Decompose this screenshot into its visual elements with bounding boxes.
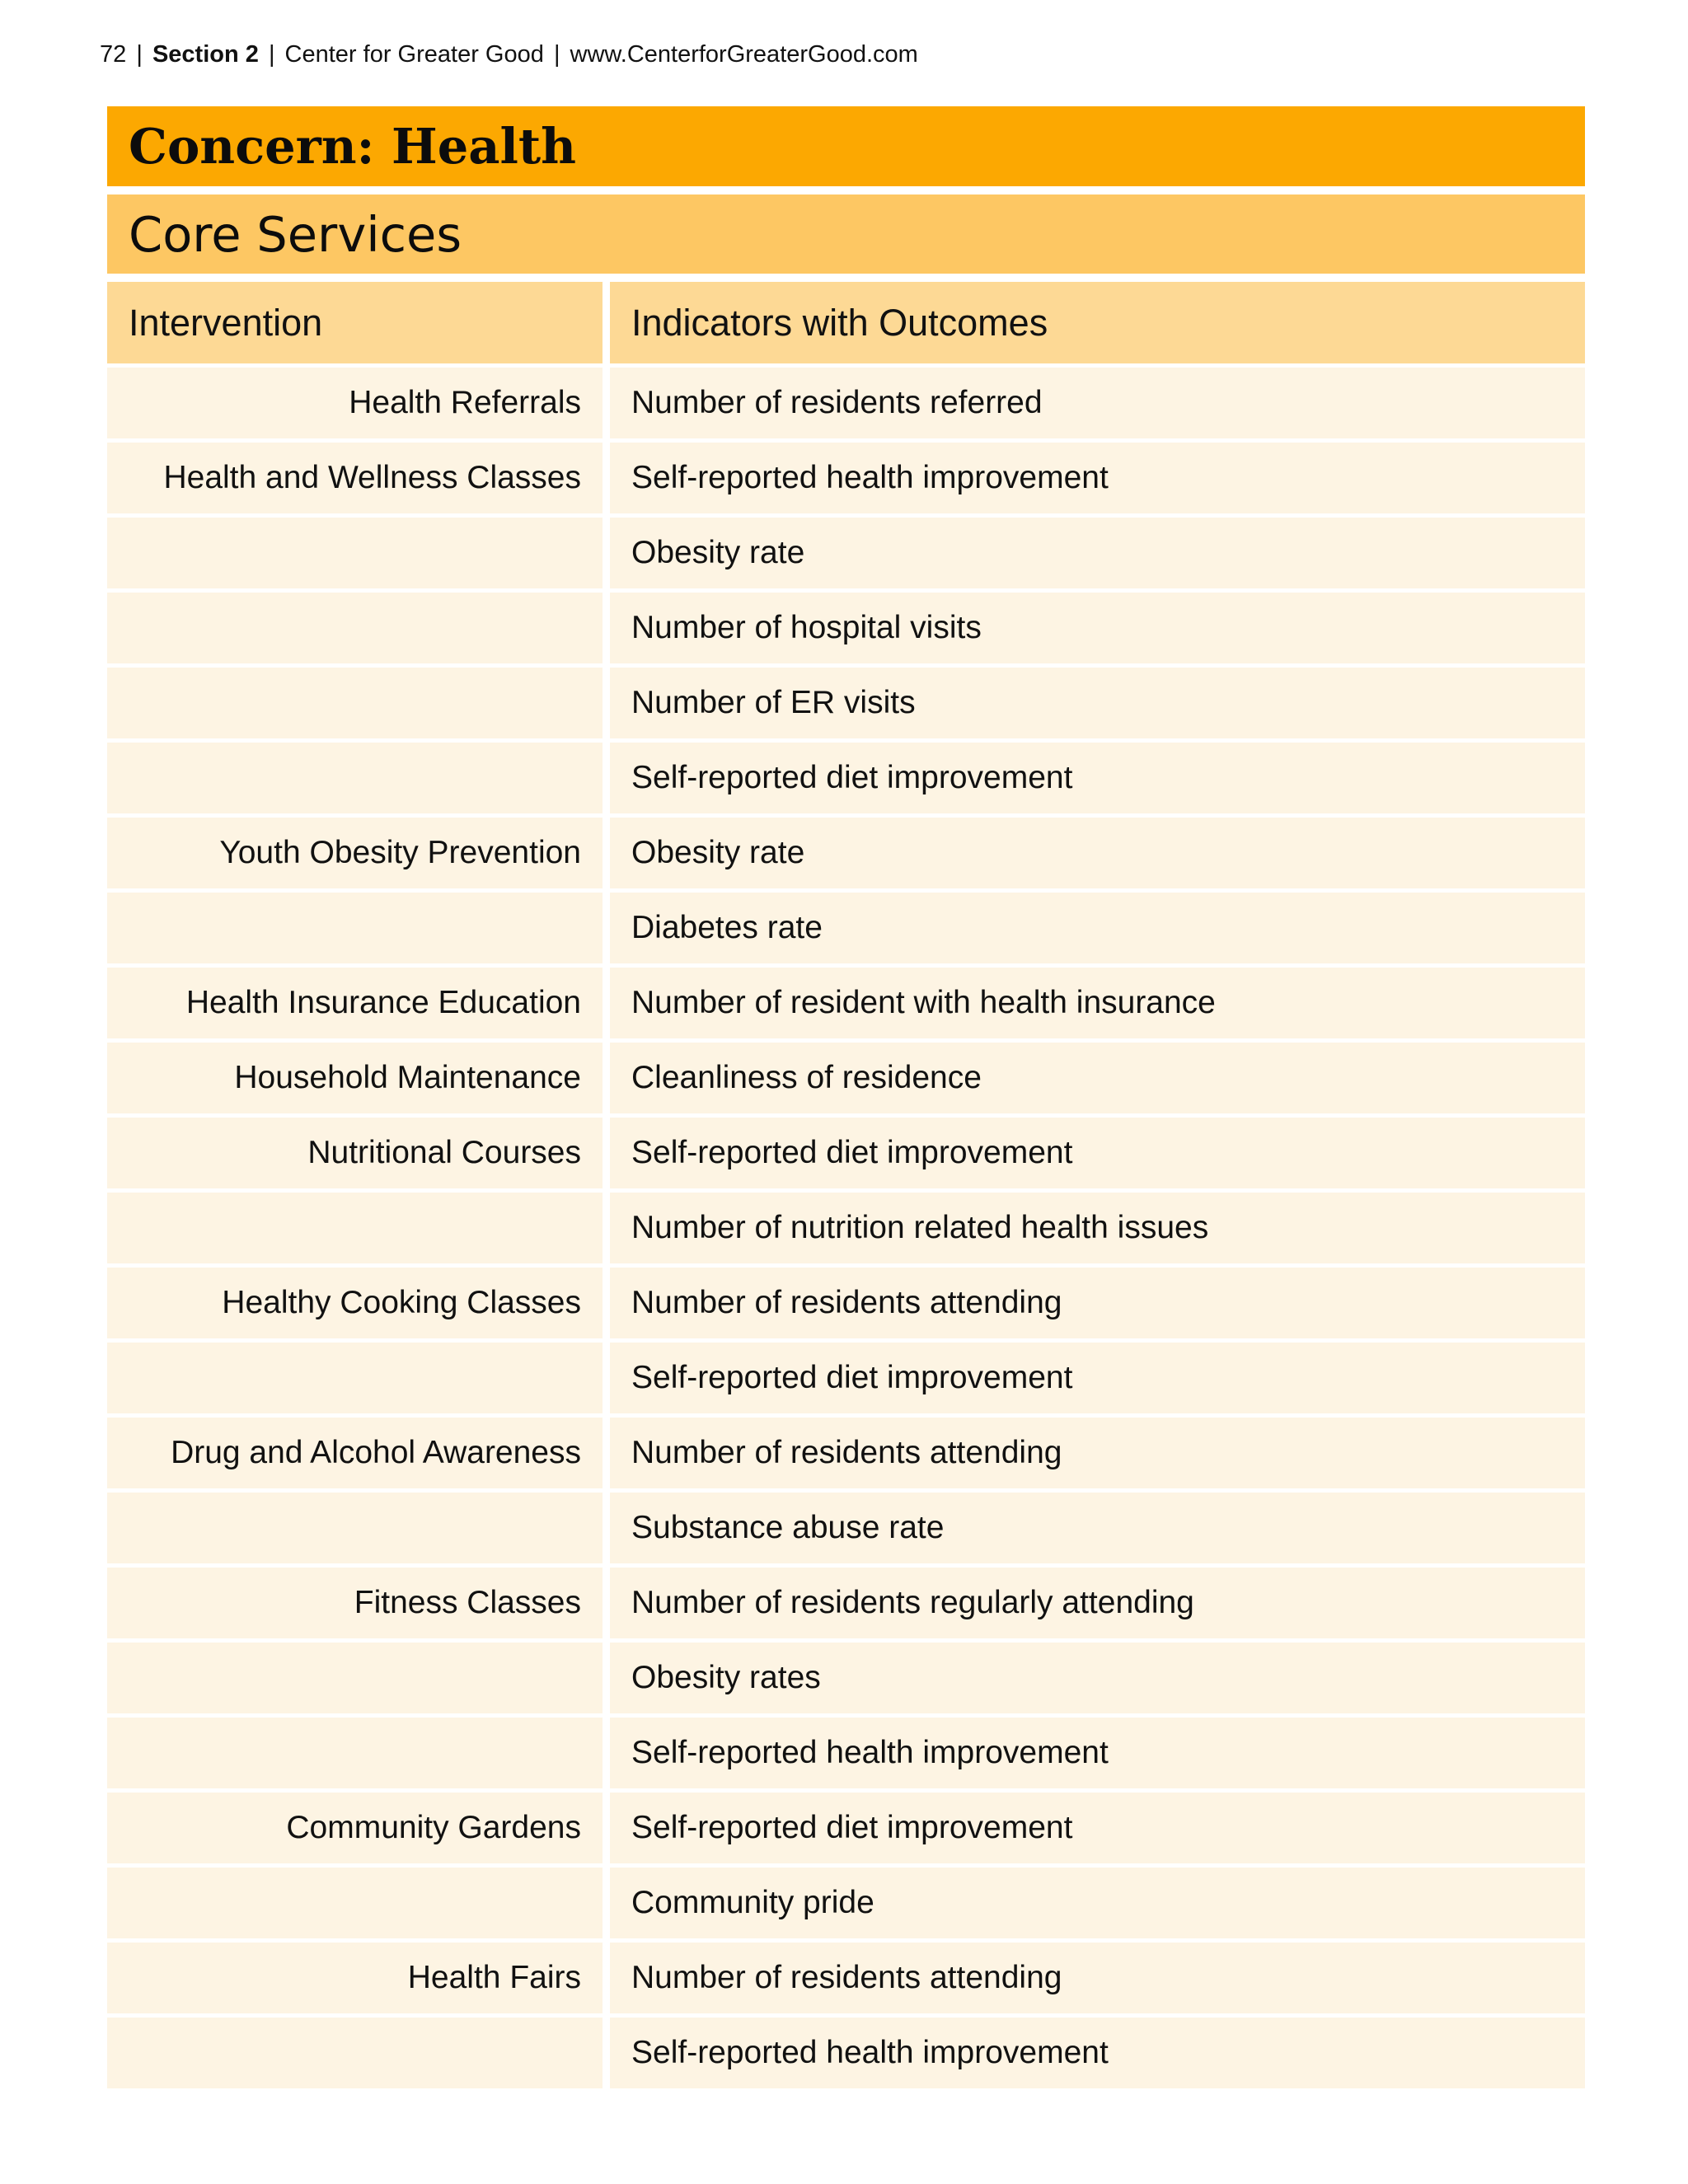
indicator-cell: Number of residents regularly attending bbox=[610, 1568, 1585, 1638]
intervention-cell bbox=[107, 1493, 603, 1563]
indicator-cell: Self-reported health improvement bbox=[610, 1718, 1585, 1788]
intervention-cell: Fitness Classes bbox=[107, 1568, 603, 1638]
intervention-cell bbox=[107, 593, 603, 663]
intervention-column-header: Intervention bbox=[107, 282, 603, 363]
indicator-cell: Community pride bbox=[610, 1868, 1585, 1938]
services-grid bbox=[107, 282, 1585, 2088]
intervention-cell bbox=[107, 893, 603, 963]
intervention-cell: Nutritional Courses bbox=[107, 1118, 603, 1188]
section-label: Section 2 bbox=[152, 41, 259, 68]
page-number: 72 bbox=[100, 41, 127, 68]
concern-title: Concern: Health bbox=[107, 106, 1585, 186]
intervention-cell bbox=[107, 1193, 603, 1263]
indicator-cell: Self-reported health improvement bbox=[610, 443, 1585, 513]
intervention-cell: Household Maintenance bbox=[107, 1043, 603, 1113]
organization-name: Center for Greater Good bbox=[284, 41, 544, 68]
indicator-cell: Number of residents attending bbox=[610, 1418, 1585, 1488]
header-separator: | bbox=[136, 41, 143, 68]
intervention-cell bbox=[107, 1643, 603, 1713]
intervention-cell bbox=[107, 1343, 603, 1413]
intervention-cell: Youth Obesity Prevention bbox=[107, 818, 603, 888]
indicators-column-header: Indicators with Outcomes bbox=[610, 282, 1585, 363]
intervention-cell bbox=[107, 518, 603, 588]
intervention-cell bbox=[107, 668, 603, 738]
intervention-cell: Drug and Alcohol Awareness bbox=[107, 1418, 603, 1488]
indicator-cell: Self-reported diet improvement bbox=[610, 1118, 1585, 1188]
indicator-cell: Number of hospital visits bbox=[610, 593, 1585, 663]
intervention-cell bbox=[107, 1718, 603, 1788]
indicator-cell: Number of ER visits bbox=[610, 668, 1585, 738]
indicator-cell: Self-reported diet improvement bbox=[610, 1793, 1585, 1863]
indicator-cell: Obesity rate bbox=[610, 818, 1585, 888]
page-header bbox=[100, 38, 918, 71]
header-separator: | bbox=[268, 41, 275, 68]
header-separator: | bbox=[553, 41, 560, 68]
intervention-cell bbox=[107, 2018, 603, 2088]
indicator-cell: Number of residents attending bbox=[610, 1943, 1585, 2013]
intervention-cell: Health Insurance Education bbox=[107, 968, 603, 1038]
intervention-cell: Health Referrals bbox=[107, 368, 603, 438]
indicator-cell: Self-reported diet improvement bbox=[610, 1343, 1585, 1413]
indicator-cell: Self-reported health improvement bbox=[610, 2018, 1585, 2088]
core-services-title: Core Services bbox=[107, 194, 1585, 274]
indicator-cell: Substance abuse rate bbox=[610, 1493, 1585, 1563]
indicator-cell: Obesity rates bbox=[610, 1643, 1585, 1713]
indicator-cell: Diabetes rate bbox=[610, 893, 1585, 963]
services-table bbox=[107, 106, 1585, 2088]
intervention-cell: Healthy Cooking Classes bbox=[107, 1268, 603, 1338]
intervention-cell bbox=[107, 743, 603, 813]
intervention-cell: Health and Wellness Classes bbox=[107, 443, 603, 513]
indicator-cell: Obesity rate bbox=[610, 518, 1585, 588]
intervention-cell: Health Fairs bbox=[107, 1943, 603, 2013]
indicator-cell: Number of residents attending bbox=[610, 1268, 1585, 1338]
indicator-cell: Number of residents referred bbox=[610, 368, 1585, 438]
website-link[interactable]: www.CenterforGreaterGood.com bbox=[570, 41, 918, 68]
indicator-cell: Number of resident with health insurance bbox=[610, 968, 1585, 1038]
intervention-cell: Community Gardens bbox=[107, 1793, 603, 1863]
indicator-cell: Cleanliness of residence bbox=[610, 1043, 1585, 1113]
indicator-cell: Number of nutrition related health issues bbox=[610, 1193, 1585, 1263]
intervention-cell bbox=[107, 1868, 603, 1938]
indicator-cell: Self-reported diet improvement bbox=[610, 743, 1585, 813]
